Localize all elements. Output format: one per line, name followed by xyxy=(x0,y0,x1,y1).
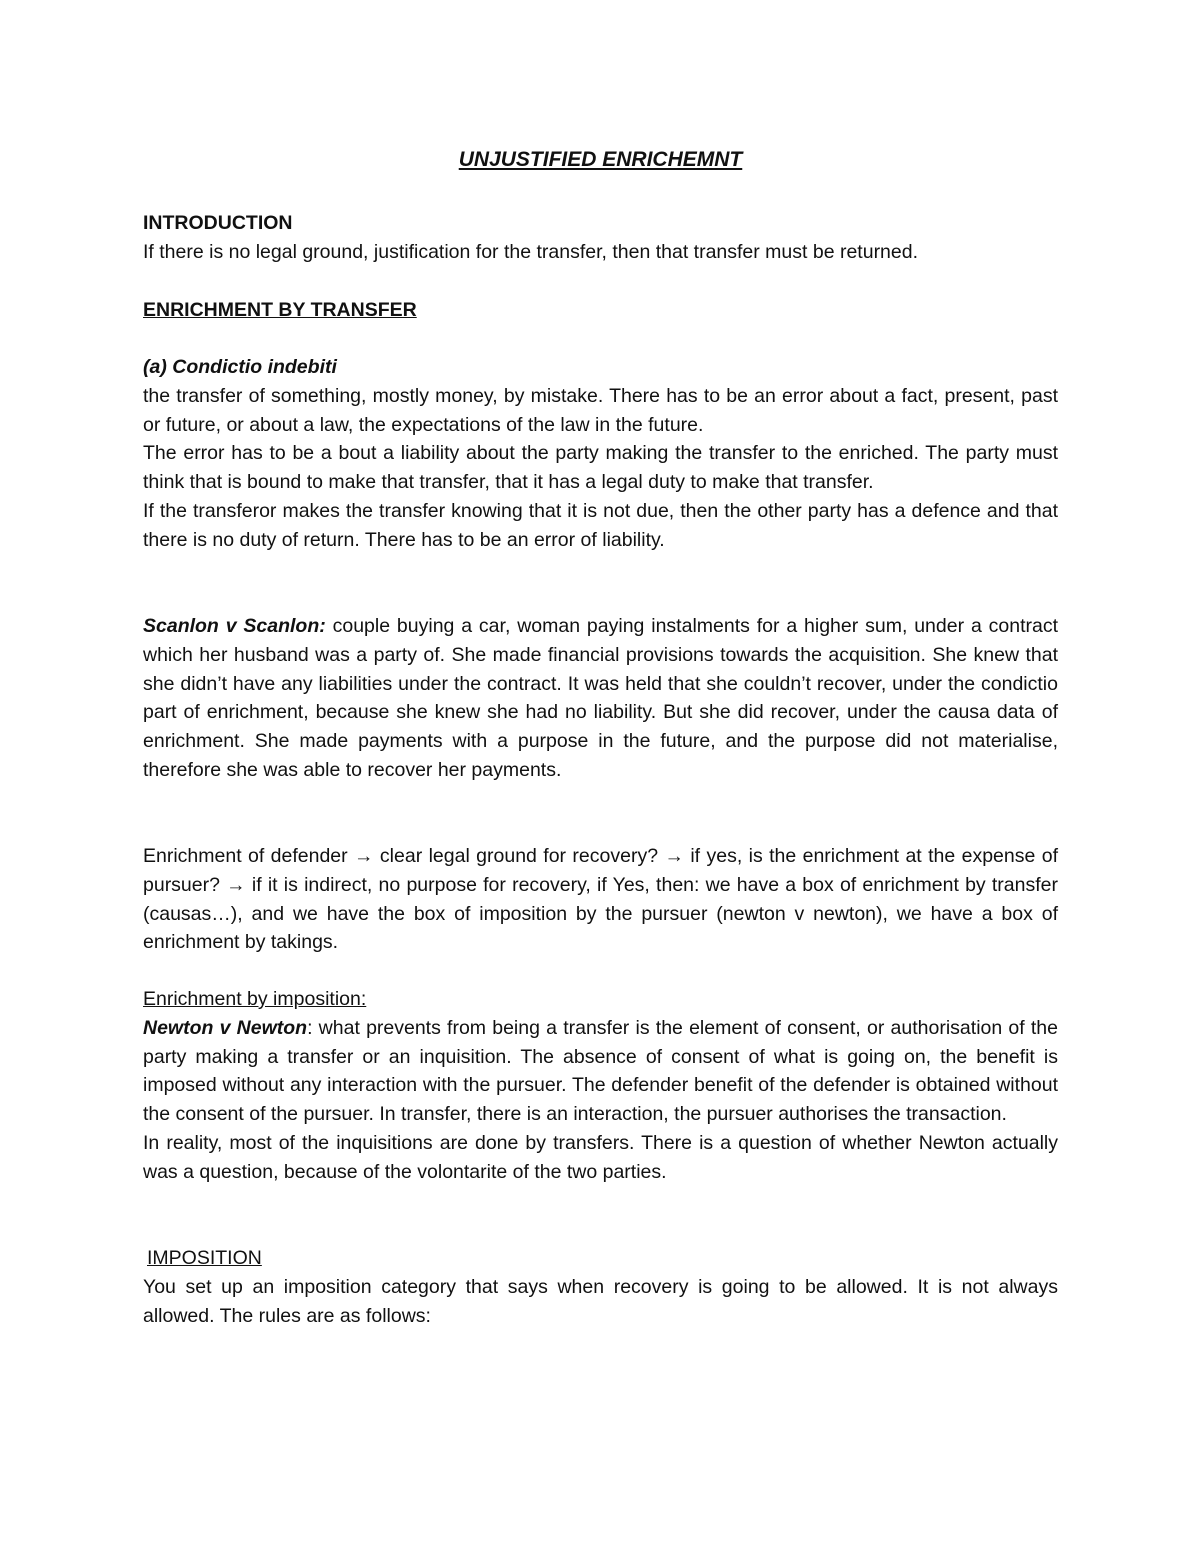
newton-case-name: Newton v Newton xyxy=(143,1016,308,1039)
introduction-heading: INTRODUCTION xyxy=(143,212,293,234)
scanlon-text: couple buying a car, woman paying instalments for a higher sum, under a contract which her husband was a party of. She made financial provisions towards the acquisition. She knew that she didn’t have any liabilities under the contract. It was held that she couldn’t recover, under the condictio part of enrichment, because she knew she had no liability. But she did recover, under the causa data of enrichment. She made payments with a purpose in the future, and the purpose did not materialise, therefore she was able to recover her payments. xyxy=(143,615,1059,781)
condictio-indebiti-subheading: (a) Condictio indebiti xyxy=(143,356,337,378)
imposition-heading: IMPOSITION xyxy=(147,1247,262,1269)
enrichment-by-imposition-heading: Enrichment by imposition: xyxy=(143,988,367,1010)
flow-part-1: Enrichment of defender xyxy=(143,845,355,867)
newton-text: : what prevents from being a transfer is the element of consent, or authorisation of the party making a transfer or an inquisition. The absence of consent of what is going on, the benefit is imposed without any interaction with the pursuer. The defender benefit of the defender is obtained without the consent of the pursuer. In transfer, there is an interaction, the pursuer authorises the transaction. xyxy=(143,1016,1058,1126)
arrow-right-icon: → xyxy=(354,845,374,867)
condictio-paragraph-1: the transfer of something, mostly money, by mistake. There has to be an error about a fact, present, past or future, or about a law, the expectations of the law in the future. xyxy=(143,384,1058,436)
condictio-indebiti-section xyxy=(143,353,1058,555)
condictio-paragraph-3: If the transferor makes the transfer knowing that it is not due, then the other party has a defence and that there is no duty of return. There has to be an error of liability. xyxy=(143,499,1058,551)
enrichment-by-imposition-section xyxy=(143,985,1058,1187)
condictio-paragraph-2: The error has to be a bout a liability about the party making the transfer to the enriched. The party must think that is bound to make that transfer, that it has a legal duty to make that transfer. xyxy=(143,442,1058,494)
newton-paragraph xyxy=(143,1014,1058,1129)
arrow-right-icon: → xyxy=(226,873,246,896)
arrow-right-icon: → xyxy=(664,845,684,867)
flow-part-2: clear legal ground for recovery? xyxy=(373,845,665,867)
introduction-section xyxy=(143,209,1058,267)
scanlon-case-name: Scanlon v Scanlon: xyxy=(143,615,326,637)
imposition-heading-wrap xyxy=(143,1244,1058,1273)
enrichment-by-transfer-heading: ENRICHMENT BY TRANSFER xyxy=(143,299,417,321)
imposition-section xyxy=(143,1244,1058,1330)
enrichment-flow-paragraph xyxy=(143,842,1058,957)
flow-part-4: if it is indirect, no purpose for recovery, if Yes, then: we have a box of enrichment by transfer (causas…), and we have the box of imposition by the pursuer (newton v newton), we have a box of enrichment by takings. xyxy=(143,873,1058,954)
document-title: UNJUSTIFIED ENRICHEMNT xyxy=(458,148,743,171)
scanlon-paragraph xyxy=(143,612,1058,785)
inquisitions-paragraph: In reality, most of the inquisitions are done by transfers. There is a question of whether Newton actually was a question, because of the volontarite of the two parties. xyxy=(143,1131,1058,1183)
flow-part-3: if yes, is the enrichment at the expense of pursuer? xyxy=(143,845,1058,896)
introduction-text: If there is no legal ground, justification for the transfer, then that transfer must be returned. xyxy=(143,240,919,263)
imposition-text: You set up an imposition category that says when recovery is going to be allowed. It is not always allowed. The rules are as follows: xyxy=(143,1275,1058,1327)
